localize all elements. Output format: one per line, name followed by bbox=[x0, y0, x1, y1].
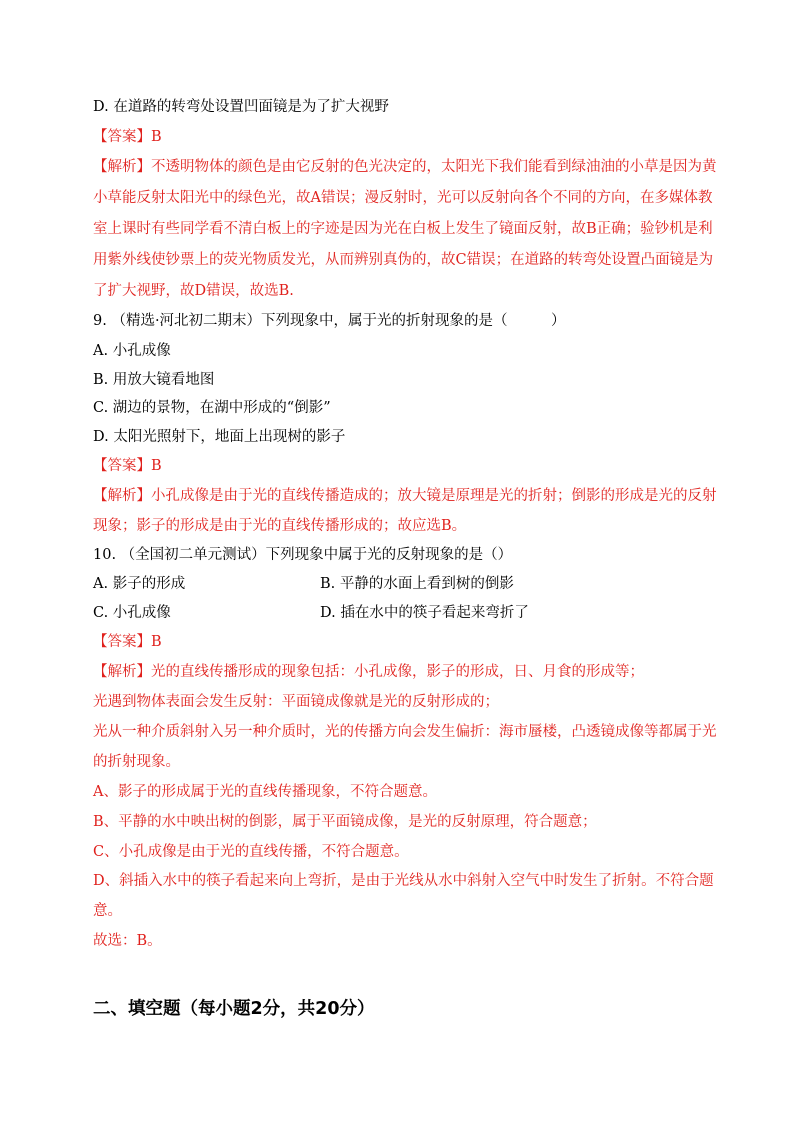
q10-analysis-line: C、小孔成像是由于光的直线传播，不符合题意。 bbox=[93, 844, 409, 860]
q9-answer: 【答案】B bbox=[93, 458, 162, 474]
q8-option-d: D. 在道路的转弯处设置凹面镜是为了扩大视野 bbox=[93, 99, 389, 115]
q10-option-c: C. 小孔成像 bbox=[93, 605, 171, 621]
section-heading: 二、填空题（每小题2分，共20分） bbox=[93, 999, 375, 1019]
q9-option-d: D. 太阳光照射下，地面上出现树的影子 bbox=[93, 429, 346, 445]
q9-option-c: C. 湖边的景物，在湖中形成的“倒影” bbox=[93, 400, 331, 416]
q8-analysis-line: 用紫外线使钞票上的荧光物质发光，从而辨别真伪的，故C错误；在道路的转弯处设置凸面镜是为 bbox=[93, 252, 714, 268]
q9-analysis-line: 【解析】小孔成像是由于光的直线传播造成的；放大镜是原理是光的折射；倒影的形成是光的反射 bbox=[93, 488, 717, 504]
q10-stem: 10. （全国初二单元测试）下列现象中属于光的反射现象的是（） bbox=[93, 547, 513, 563]
q9-option-a: A. 小孔成像 bbox=[93, 343, 171, 359]
q8-analysis-line: 了扩大视野，故D错误，故选B. bbox=[93, 283, 294, 299]
q10-option-b: B. 平静的水面上看到树的倒影 bbox=[320, 576, 514, 592]
q10-option-a: A. 影子的形成 bbox=[93, 576, 186, 592]
q10-answer: 【答案】B bbox=[93, 634, 162, 650]
q8-analysis-line: 【解析】不透明物体的颜色是由它反射的色光决定的，太阳光下我们能看到绿油油的小草是因为黄 bbox=[93, 159, 717, 175]
q9-option-b: B. 用放大镜看地图 bbox=[93, 372, 215, 388]
q9-stem: 9. （精选·河北初二期末）下列现象中，属于光的折射现象的是（ ） bbox=[93, 313, 566, 329]
q8-analysis-line: 室上课时有些同学看不清白板上的字迹是因为光在白板上发生了镜面反射，故B正确；验钞机是利 bbox=[93, 221, 713, 237]
q10-analysis-line: 光遇到物体表面会发生反射：平面镜成像就是光的反射形成的； bbox=[93, 694, 499, 710]
q8-analysis-line: 小草能反射太阳光中的绿色光，故A错误；漫反射时，光可以反射向各个不同的方向，在多媒体教 bbox=[93, 190, 713, 206]
q8-answer: 【答案】B bbox=[93, 129, 162, 145]
q10-option-d: D. 插在水中的筷子看起来弯折了 bbox=[320, 605, 529, 621]
q10-analysis-line: B、平静的水中映出树的倒影，属于平面镜成像，是光的反射原理，符合题意； bbox=[93, 814, 597, 830]
q10-analysis-line: 意。 bbox=[93, 903, 122, 919]
q10-analysis-line: 的折射现象。 bbox=[93, 754, 180, 770]
q10-analysis-line: 故选：B。 bbox=[93, 933, 162, 949]
q10-analysis-line: 【解析】光的直线传播形成的现象包括：小孔成像，影子的形成，日、月食的形成等； bbox=[93, 664, 644, 680]
q10-analysis-line: D、斜插入水中的筷子看起来向上弯折，是由于光线从水中斜射入空气中时发生了折射。不符合题 bbox=[93, 873, 714, 889]
q10-analysis-line: A、影子的形成属于光的直线传播现象，不符合题意。 bbox=[93, 784, 437, 800]
q10-analysis-line: 光从一种介质斜射入另一种介质时，光的传播方向会发生偏折：海市蜃楼，凸透镜成像等都属于光 bbox=[93, 724, 717, 740]
q9-analysis-line: 现象；影子的形成是由于光的直线传播形成的；故应选B。 bbox=[93, 518, 467, 534]
